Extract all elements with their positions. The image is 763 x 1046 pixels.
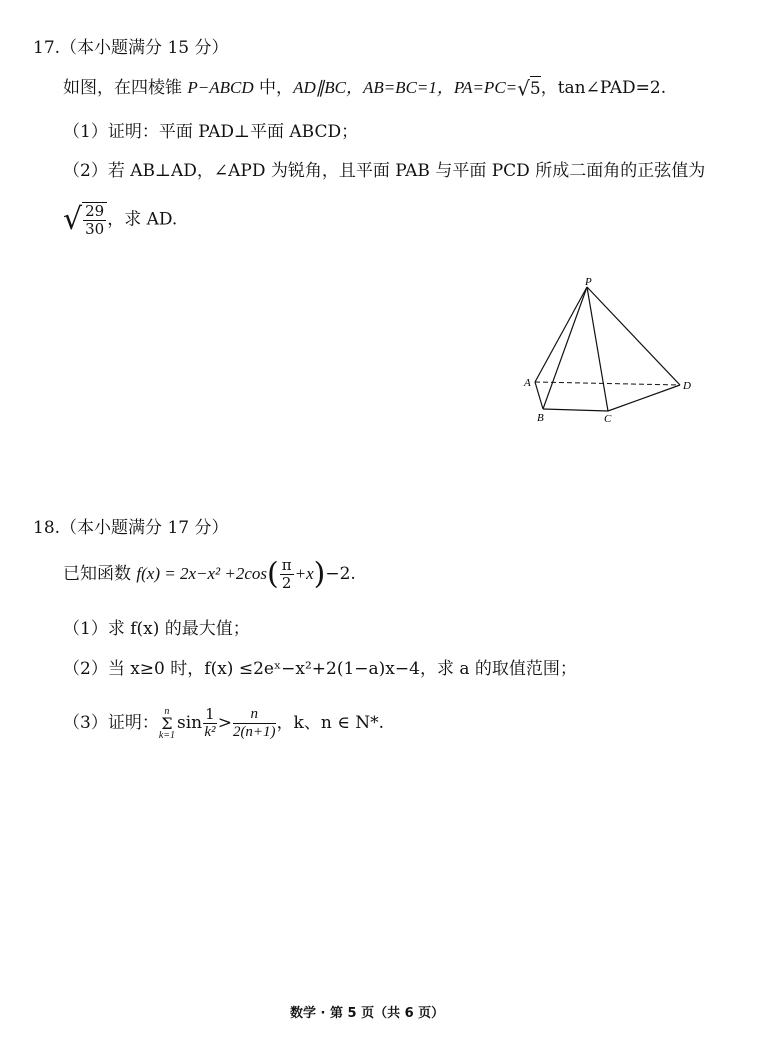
q17-stem-tan: ，tan∠PAD=2.: [540, 78, 667, 98]
edge-BC: [543, 409, 608, 411]
edge-CD: [608, 385, 680, 411]
q18-part2: （2）当 x≥0 时，f(x) ≤2eˣ−x²+2(1−a)x−4，求 a 的取值范围；: [63, 659, 577, 679]
q17-stem-mid: 中，: [253, 78, 294, 98]
pyramid-figure: [515, 275, 705, 430]
label-D: D: [683, 380, 691, 392]
label-C: C: [604, 413, 612, 425]
q17-title: 17.（本小题满分 15 分）: [33, 38, 229, 58]
q18-stem: [63, 557, 356, 592]
q17-stem-pre: 如图，在四棱锥: [63, 78, 188, 98]
q18-title: 18.（本小题满分 17 分）: [33, 518, 229, 538]
q18-part3: [63, 706, 384, 741]
left-paren: (: [267, 556, 279, 592]
label-P: P: [585, 276, 592, 288]
q18-stem-pre: 已知函数: [63, 564, 137, 584]
q17-stem: [63, 76, 666, 101]
greater-than: >: [217, 713, 232, 733]
q18-part1: （1）求 f(x) 的最大值；: [63, 619, 250, 639]
sqrt-5: √5: [517, 76, 541, 101]
edge-PA: [535, 287, 587, 382]
q17-stem-cond: AD∥BC，AB=BC=1，PA=PC=: [293, 78, 518, 97]
q18-f-expr: f(x) = 2x−x² +2cos: [136, 564, 268, 583]
q18-part3-pre: （3）证明：: [63, 713, 159, 733]
label-B: B: [537, 412, 544, 424]
q17-part1: （1）证明：平面 PAD⊥平面 ABCD；: [63, 122, 359, 142]
fraction-29-30: $\frac{29}{30}$: [85, 202, 105, 238]
q18-part3-end: ，k、n ∈ N*.: [276, 713, 384, 733]
edge-AB: [535, 382, 543, 409]
fraction-1-k2: $\frac{1}{\text{k²}}$: [204, 705, 216, 740]
q17-part2: （2）若 AB⊥AD，∠APD 为锐角，且平面 PAB 与平面 PCD 所成二面角的正弦值为: [63, 161, 706, 181]
q17-part2-end: ，求 AD.: [107, 209, 178, 230]
sqrt-sign: √: [63, 202, 83, 237]
page-footer: 数学 · 第 5 页（共 6 页）: [290, 1006, 445, 1021]
label-A: A: [524, 377, 531, 389]
q17-stem-math: P−ABCD: [187, 78, 254, 97]
right-paren: ): [313, 556, 326, 592]
q18-stem-end: −2.: [325, 564, 356, 584]
summation: n Σ k=1: [158, 705, 176, 741]
edge-PB: [543, 287, 587, 409]
fraction-pi-2: $\frac{\pi}{2}$: [281, 556, 292, 592]
q17-part2-answer: [63, 202, 177, 238]
fraction-n-2n1: $\frac{n}{2(n+1)}$: [232, 706, 276, 740]
plus-x: +x: [294, 564, 314, 583]
edge-AD-hidden: [535, 382, 680, 385]
sin-text: sin: [177, 713, 203, 733]
